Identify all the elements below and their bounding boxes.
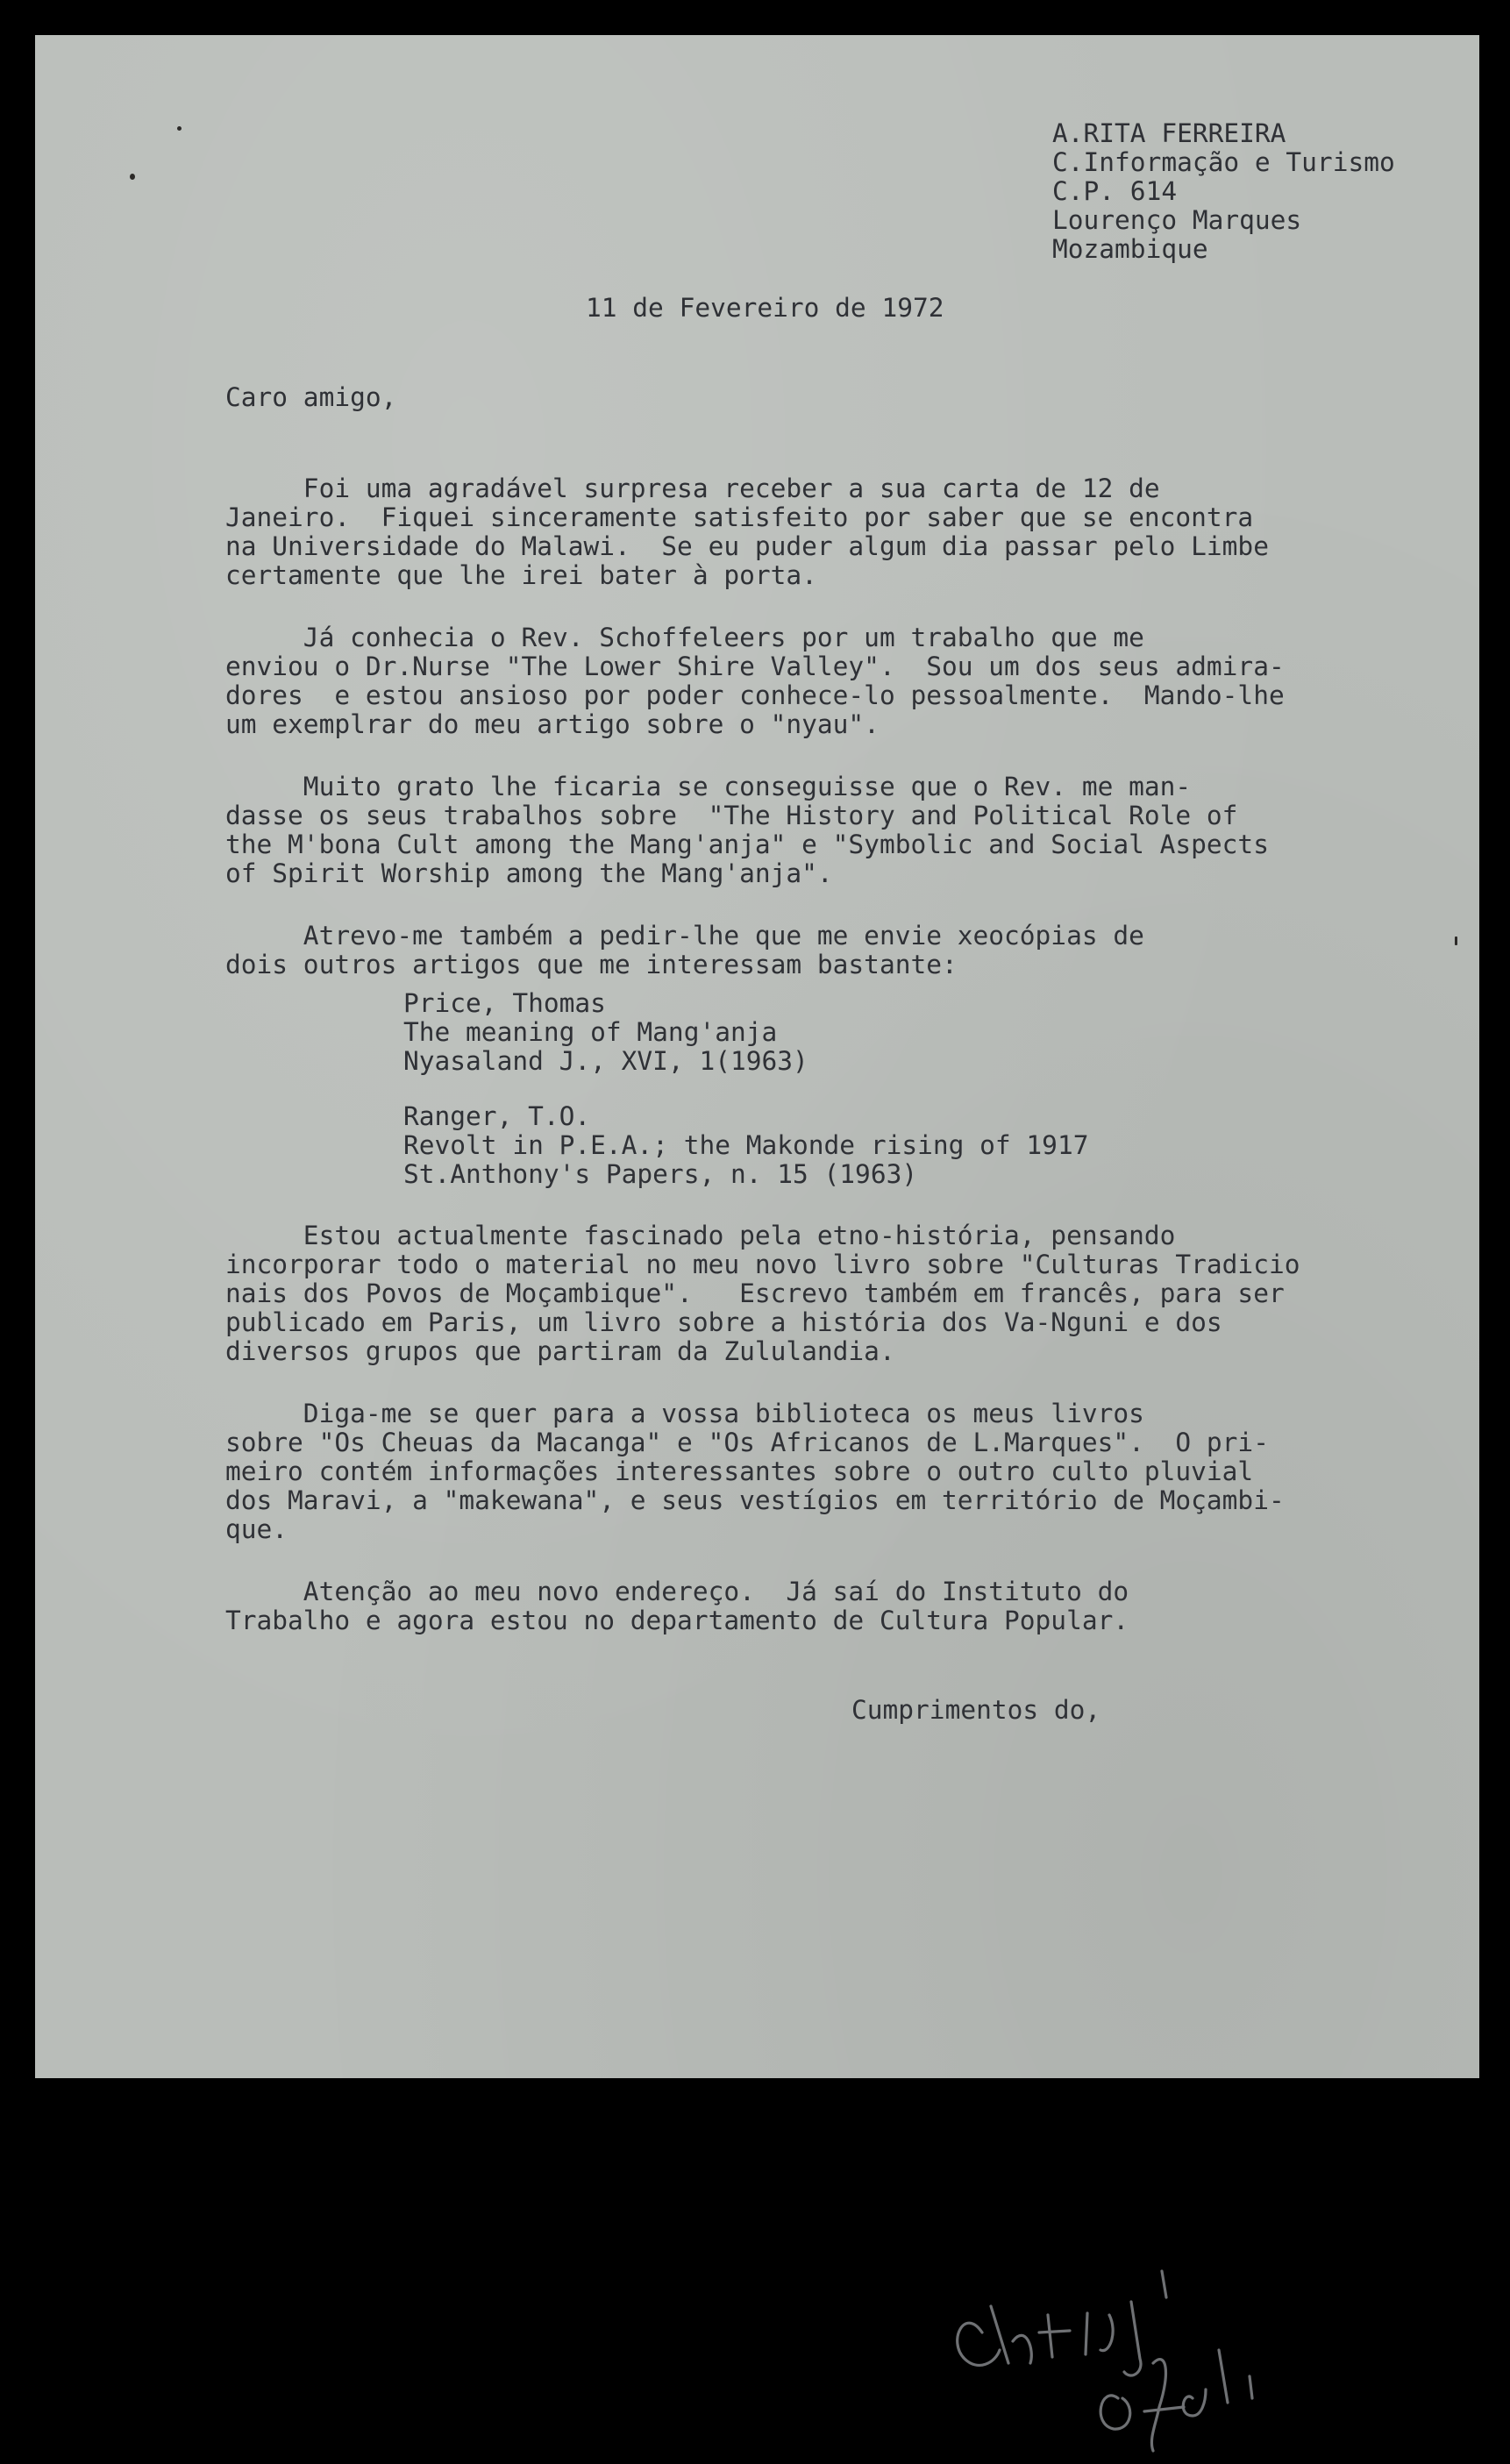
reference-1-title: The meaning of Mang'anja bbox=[403, 1017, 778, 1047]
reference-2-author: Ranger, T.O. bbox=[403, 1101, 591, 1131]
salutation: Caro amigo, bbox=[225, 382, 397, 412]
paragraph-6-line: Diga-me se quer para a vossa biblioteca os meus livros bbox=[225, 1399, 1144, 1428]
paragraph-3-line: dasse os seus trabalhos sobre "The History and Political Role of bbox=[225, 801, 1238, 830]
paragraph-3-line: of Spirit Worship among the Mang'anja". bbox=[225, 858, 833, 888]
sender-city: Lourenço Marques bbox=[1052, 205, 1302, 235]
sender-country: Mozambique bbox=[1052, 234, 1208, 264]
paragraph-7-line: Atenção ao meu novo endereço. Já saí do Instituto do bbox=[225, 1577, 1129, 1606]
paragraph-6-line: sobre "Os Cheuas da Macanga" e "Os Africanos de L.Marques". O pri- bbox=[225, 1428, 1269, 1457]
sender-office: C.Informação e Turismo bbox=[1052, 147, 1395, 177]
paragraph-6-line: dos Maravi, a "makewana", e seus vestígios em território de Moçambi- bbox=[225, 1485, 1285, 1515]
reference-1-source: Nyasaland J., XVI, 1(1963) bbox=[403, 1046, 808, 1076]
paragraph-7-line: Trabalho e agora estou no departamento de Cultura Popular. bbox=[225, 1606, 1129, 1635]
ink-speck bbox=[130, 174, 135, 180]
paragraph-5-line: incorporar todo o material no meu novo livro sobre "Culturas Tradicio bbox=[225, 1250, 1300, 1279]
reference-2-source: St.Anthony's Papers, n. 15 (1963) bbox=[403, 1159, 918, 1189]
paragraph-3-line: Muito grato lhe ficaria se conseguisse que o Rev. me man- bbox=[225, 772, 1192, 801]
paragraph-5-line: publicado em Paris, um livro sobre a história dos Va-Nguni e dos bbox=[225, 1307, 1222, 1337]
paragraph-2-line: dores e estou ansioso por poder conhece-lo pessoalmente. Mando-lhe bbox=[225, 680, 1285, 710]
paragraph-4-line: Atrevo-me também a pedir-lhe que me envie xeocópias de bbox=[225, 921, 1144, 951]
paragraph-2-line: Já conhecia o Rev. Schoffeleers por um trabalho que me bbox=[225, 623, 1144, 652]
closing: Cumprimentos do, bbox=[851, 1695, 1101, 1725]
paragraph-4-line: dois outros artigos que me interessam bastante: bbox=[225, 950, 958, 979]
paragraph-5-line: Estou actualmente fascinado pela etno-história, pensando bbox=[225, 1221, 1176, 1250]
reference-1-author: Price, Thomas bbox=[403, 988, 606, 1018]
paragraph-2-line: enviou o Dr.Nurse "The Lower Shire Valley". Sou um dos seus admira- bbox=[225, 652, 1285, 681]
paragraph-1-line: Janeiro. Fiquei sinceramente satisfeito por saber que se encontra bbox=[225, 502, 1254, 532]
paragraph-1-line: Foi uma agradável surpresa receber a sua carta de 12 de bbox=[225, 474, 1160, 503]
paragraph-1-line: certamente que lhe irei bater à porta. bbox=[225, 560, 817, 590]
signature-scrawl bbox=[930, 2210, 1333, 2464]
paragraph-3-line: the M'bona Cult among the Mang'anja" e "Symbolic and Social Aspects bbox=[225, 830, 1269, 859]
paragraph-5-line: nais dos Povos de Moçambique". Escrevo também em francês, para ser bbox=[225, 1278, 1285, 1308]
paragraph-5-line: diversos grupos que partiram da Zululandia. bbox=[225, 1336, 895, 1366]
paragraph-1-line: na Universidade do Malawi. Se eu puder algum dia passar pelo Limbe bbox=[225, 531, 1269, 561]
paragraph-6-line: que. bbox=[225, 1514, 288, 1544]
sender-name: A.RITA FERREIRA bbox=[1052, 118, 1286, 148]
reference-2-title: Revolt in P.E.A.; the Makonde rising of 1917 bbox=[403, 1130, 1089, 1160]
paragraph-6-line: meiro contém informações interessantes sobre o outro culto pluvial bbox=[225, 1456, 1254, 1486]
ink-speck bbox=[177, 126, 182, 131]
sender-po-box: C.P. 614 bbox=[1052, 176, 1178, 206]
ink-speck bbox=[1455, 936, 1457, 945]
paragraph-2-line: um exemplrar do meu artigo sobre o "nyau". bbox=[225, 709, 880, 739]
letter-page bbox=[35, 35, 1479, 2078]
letter-date: 11 de Fevereiro de 1972 bbox=[586, 293, 944, 323]
